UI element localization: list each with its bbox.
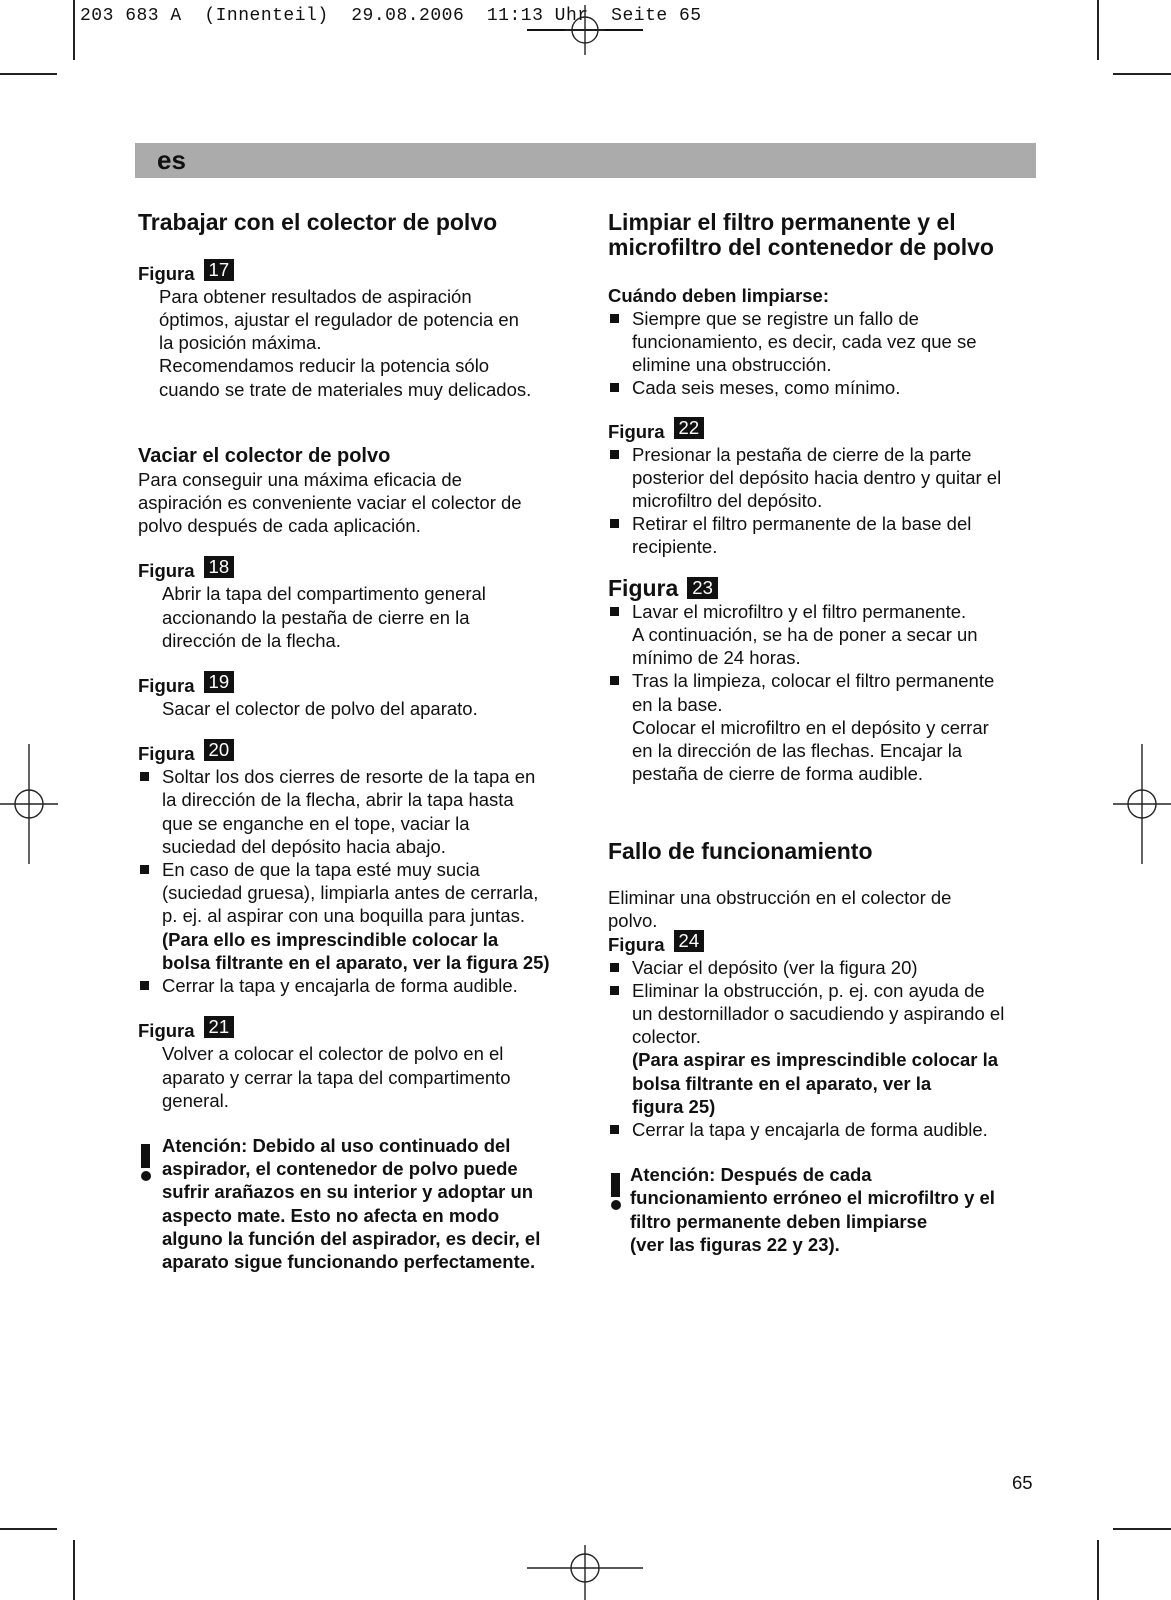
- language-bar: [135, 143, 1036, 178]
- empty-collector-text: Para conseguir una máxima eficacia de aspiración es conveniente vaciar el colector de polvo después de cada aplicación.: [138, 468, 522, 537]
- figure-24-label: Figura 24: [608, 933, 1038, 956]
- list-item: Lavar el microfiltro y el filtro permanente. A continuación, se ha de poner a secar un mínimo de 24 horas.: [608, 600, 1038, 670]
- figure-23-list: [608, 600, 1038, 786]
- language-code: es: [157, 145, 186, 175]
- figure-17-label: Figura 17: [138, 262, 568, 285]
- figure-17-text: Para obtener resultados de aspiración óptimos, ajustar el regulador de potencia en la posición máxima. Recomendamos reducir la potencia sólo cuando se trate de materiales muy delicados.: [159, 285, 532, 400]
- figure-21-number: 21: [204, 1016, 235, 1038]
- exclamation-icon: [611, 1173, 621, 1205]
- figure-22-number: 22: [674, 417, 705, 439]
- figure-18-text: Abrir la tapa del compartimento general accionando la pestaña de cierre en la dirección de la flecha.: [162, 583, 486, 651]
- crop-mark-top-right-v: [1097, 0, 1099, 60]
- attention-note-right: Atención: Después de cada funcionamiento erróneo el microfiltro y el filtro permanente deben limpiarse (ver las figuras 22 y 23).: [608, 1163, 1038, 1256]
- section-title-clean-filters: Limpiar el filtro permanente y el microfiltro del contenedor de polvo: [608, 209, 994, 260]
- figure-23-number: 23: [687, 577, 718, 599]
- figure-21-text: Volver a colocar el colector de polvo en el aparato y cerrar la tapa del compartimento general.: [162, 1043, 511, 1111]
- figure-24-list: [608, 956, 1038, 1142]
- page-number: 65: [1012, 1472, 1033, 1493]
- section-title-dust-collector: Trabajar con el colector de polvo: [138, 209, 498, 235]
- exclamation-icon: [141, 1144, 151, 1176]
- figure-20-label: Figura 20: [138, 742, 568, 765]
- list-item: Tras la limpieza, colocar el filtro permanente en la base. Colocar el microfiltro en el depósito y cerrar en la dirección de las flechas. Encajar la pestaña de cierre de forma audible.: [608, 669, 1038, 785]
- figure-20-list: [138, 765, 568, 997]
- crop-mark-bottom-left-v: [73, 1540, 75, 1600]
- when-to-clean-label: Cuándo deben limpiarse:: [608, 284, 830, 306]
- list-item: En caso de que la tapa esté muy sucia (suciedad gruesa), limpiarla antes de cerrarla, p. ej. al aspirar con una boquilla para juntas. (Para ello es imprescindible colocar la bolsa filtrante en el aparato, ver la figura 25): [138, 858, 568, 974]
- left-column: [138, 210, 568, 1273]
- list-item: Vaciar el depósito (ver la figura 20): [608, 956, 1038, 979]
- figure-19-text: Sacar el colector de polvo del aparato.: [162, 698, 478, 720]
- list-item: Cerrar la tapa y encajarla de forma audible.: [608, 1118, 1038, 1141]
- section-title-malfunction: Fallo de funcionamiento: [608, 838, 873, 865]
- crop-mark-top-right-h: [1113, 73, 1171, 75]
- registration-mark-bottom: [527, 1545, 647, 1600]
- crop-mark-top-left-h: [0, 73, 57, 75]
- list-item: Retirar el filtro permanente de la base del recipiente.: [608, 512, 1038, 558]
- registration-mark-left: [0, 744, 60, 864]
- figure-24-number: 24: [674, 930, 705, 952]
- crop-mark-bottom-right-h: [1113, 1528, 1171, 1530]
- when-to-clean-list: [608, 307, 1038, 400]
- figure-23-label: Figura 23: [608, 577, 1038, 600]
- print-slug-header: 203 683 A (Innenteil) 29.08.2006 11:13 Uhr Seite 65: [80, 6, 702, 26]
- crop-mark-bottom-left-h: [0, 1528, 57, 1530]
- figure-20-number: 20: [204, 739, 235, 761]
- figure-18-label: Figura 18: [138, 559, 568, 582]
- crop-mark-bottom-right-v: [1097, 1540, 1099, 1600]
- figure-17-number: 17: [204, 259, 235, 281]
- figure-22-list: [608, 443, 1038, 559]
- list-item: Cerrar la tapa y encajarla de forma audible.: [138, 974, 568, 997]
- list-item: Cada seis meses, como mínimo.: [608, 376, 1038, 399]
- registration-mark-top: [555, 5, 615, 55]
- figure-19-label: Figura 19: [138, 674, 568, 697]
- crop-mark-top-left-v: [73, 0, 75, 60]
- list-item: Siempre que se registre un fallo de funcionamiento, es decir, cada vez que se elimine una obstrucción.: [608, 307, 1038, 377]
- figure-19-number: 19: [204, 671, 235, 693]
- list-item: Soltar los dos cierres de resorte de la tapa en la dirección de la flecha, abrir la tapa hasta que se enganche en el tope, vaciar la suciedad del depósito hacia abajo.: [138, 765, 568, 858]
- list-item: Eliminar la obstrucción, p. ej. con ayuda de un destornillador o sacudiendo y aspirando el colector. (Para aspirar es imprescindible colocar la bolsa filtrante en el aparato, ver la figura 25): [608, 979, 1038, 1118]
- figure-22-label: Figura 22: [608, 420, 1038, 443]
- right-column: [608, 210, 1038, 1256]
- attention-note-left: Atención: Debido al uso continuado del aspirador, el contenedor de polvo puede sufrir arañazos en su interior y adoptar un aspecto mate. Esto no afecta en modo alguno la función del aspirador, es decir, el aparato sigue funcionando perfectamente.: [138, 1134, 568, 1273]
- registration-mark-right: [1111, 744, 1171, 864]
- list-item: Presionar la pestaña de cierre de la parte posterior del depósito hacia dentro y quitar el microfiltro del depósito.: [608, 443, 1038, 513]
- subsection-title-empty-collector: Vaciar el colector de polvo: [138, 444, 391, 467]
- malfunction-text: Eliminar una obstrucción en el colector de polvo.: [608, 887, 952, 932]
- figure-21-label: Figura 21: [138, 1019, 568, 1042]
- figure-18-number: 18: [204, 556, 235, 578]
